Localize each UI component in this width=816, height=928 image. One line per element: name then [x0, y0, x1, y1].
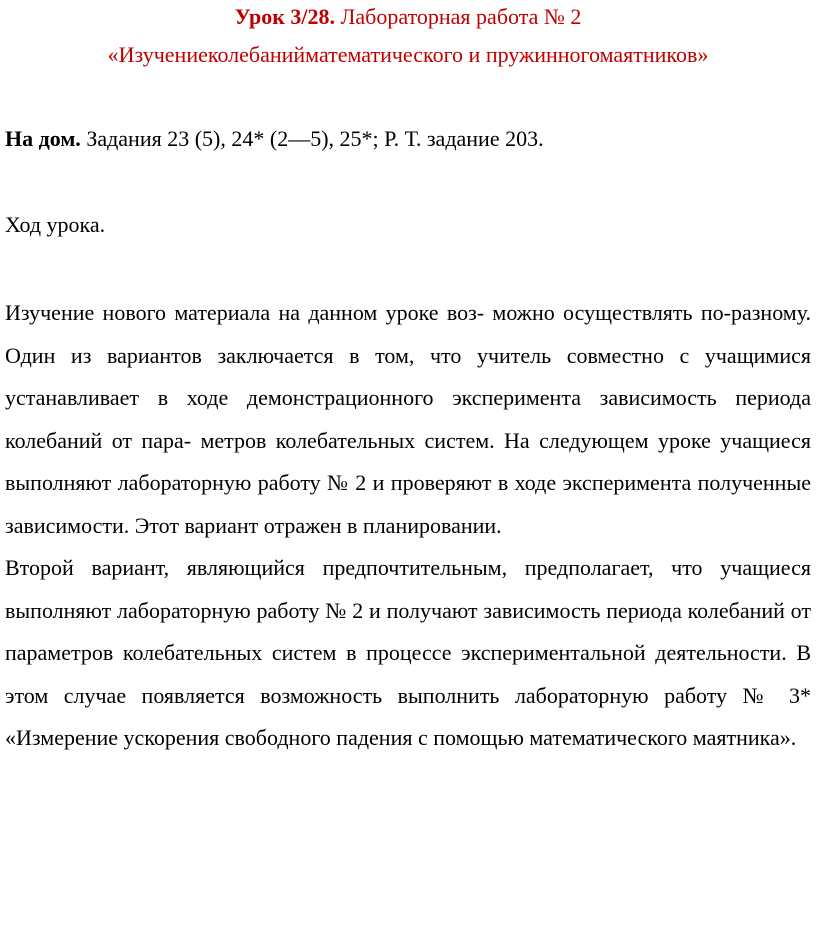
homework-label: На дом.	[5, 126, 81, 151]
homework-line	[5, 126, 811, 152]
lab-subtitle: «Изучениеколебанийматематического и пружинногомаятников»	[107, 42, 709, 67]
lesson-flow-heading: Ход урока.	[5, 212, 106, 237]
lesson-title	[0, 4, 816, 30]
homework-text: Задания 23 (5), 24* (2—5), 25*; Р. Т. задание 203.	[80, 126, 544, 151]
lesson-number: Урок 3/28.	[234, 4, 335, 29]
paragraph-first-variant: Изучение нового материала на данном уроке воз- можно осуществлять по-разному. Один из вариантов заключается в том, что учитель совместно с учащимися устанавливает в ходе демонстрационного эксперимента зависимость периода колебаний от пара- метров колебательных систем. На следующем уроке учащиеся выполняют лабораторную работу № 2 и проверяют в ходе эксперимента полученные зависимости. Этот вариант отражен в планировании.	[5, 300, 811, 538]
lab-work-title: Лабораторная работа № 2	[335, 4, 582, 29]
paragraph-second-variant: Второй вариант, являющийся предпочтительным, предполагает, что учащиеся выполняют лабораторную работу № 2 и получают зависимость периода колебаний от параметров колебательных систем в процессе экспериментальной деятельности. В этом случае появляется возможность выполнить лабораторную работу № 3* «Измерение ускорения свободного падения с помощью математического маятника».	[5, 555, 811, 750]
body-text	[5, 292, 811, 760]
